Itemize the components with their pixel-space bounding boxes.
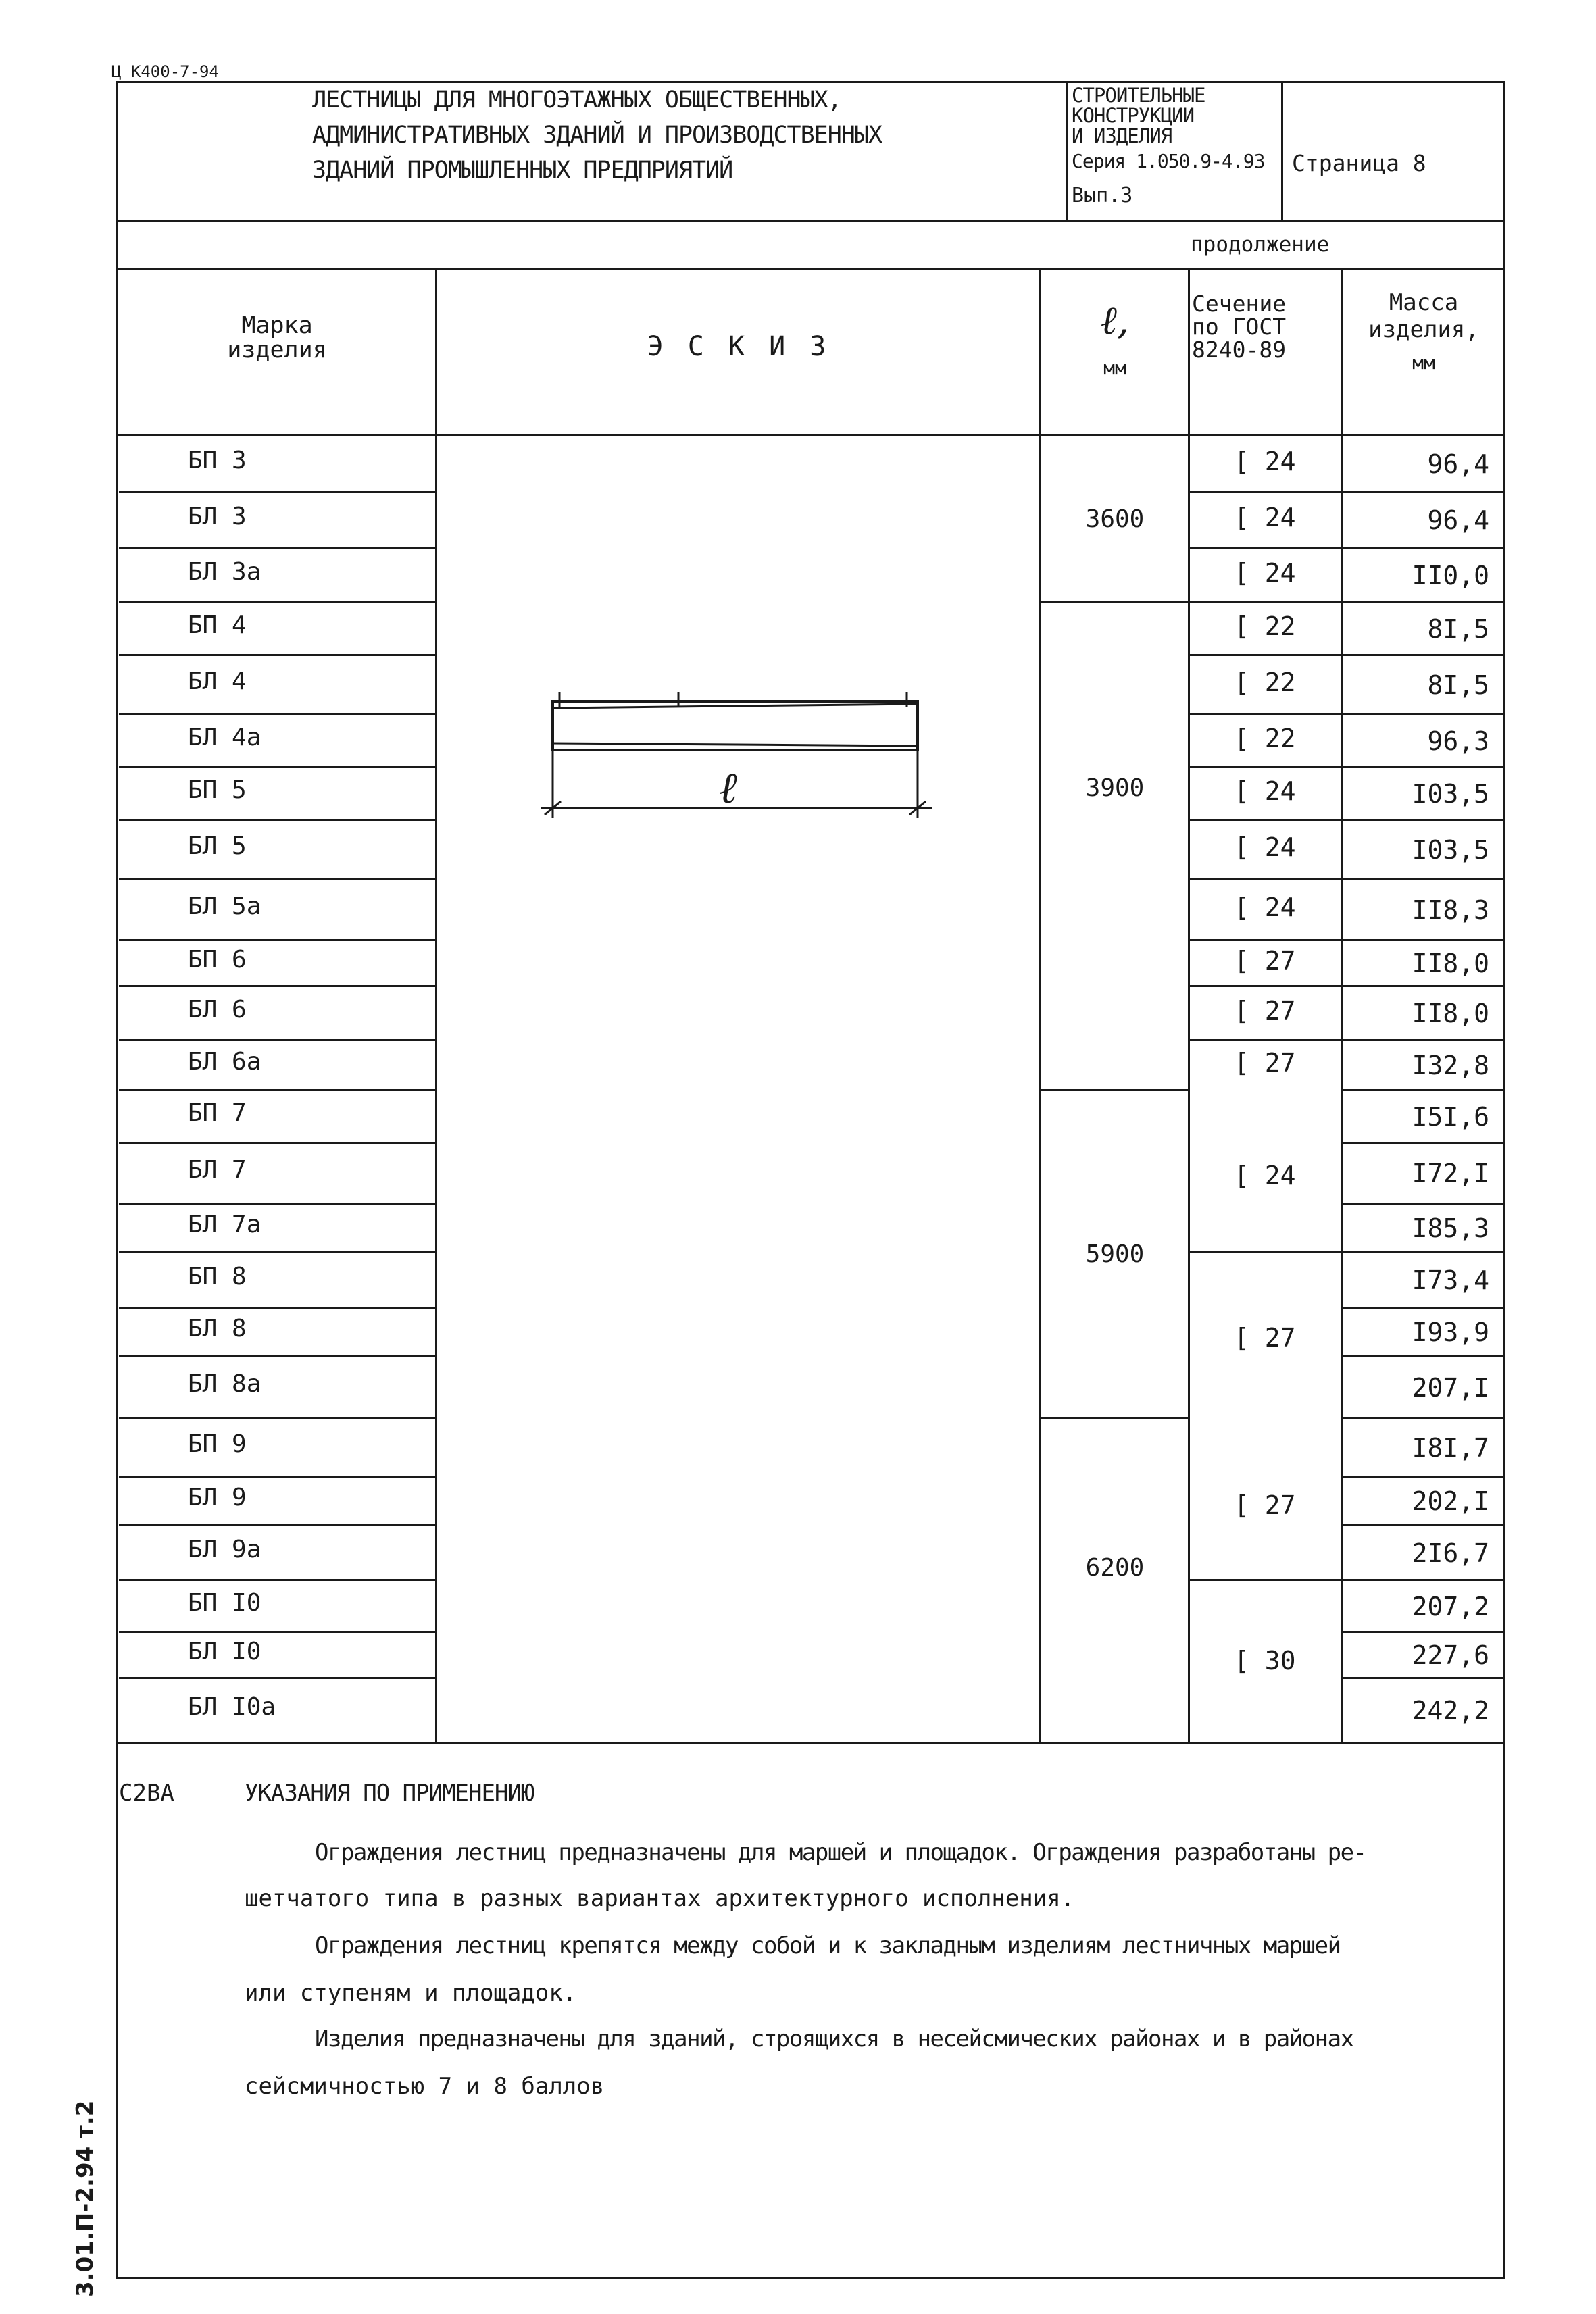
row-section: [ 22 [1234, 611, 1296, 641]
row-mark: БЛ 9а [188, 1535, 261, 1563]
merged-section-1: [ 24 [1234, 1161, 1296, 1190]
row-mark: БЛ 3а [188, 558, 261, 586]
row-mass: I8I,7 [1412, 1433, 1489, 1463]
row-section: [ 27 [1234, 946, 1296, 976]
row-mark: БЛ 6а [188, 1048, 261, 1076]
notes-heading: УКАЗАНИЯ ПО ПРИМЕНЕНИЮ [245, 1780, 534, 1807]
row-mass: I03,5 [1412, 835, 1489, 865]
row-mass: I03,5 [1412, 779, 1489, 809]
length-group-6200: 6200 [1085, 1554, 1145, 1582]
row-mark: БП 5 [188, 776, 247, 804]
row-mass: I72,I [1412, 1159, 1489, 1188]
row-mark: БП 3 [188, 446, 247, 474]
col-header-length-unit: мм [1103, 357, 1126, 379]
row-mark: БП 6 [188, 946, 247, 974]
document-code: Ц К400-7-94 [111, 62, 219, 81]
header-title-line-3: ЗДАНИЙ ПРОМЫШЛЕННЫХ ПРЕДПРИЯТИЙ [312, 157, 733, 184]
col-header-mark-2: изделия [227, 336, 327, 363]
col-header-sketch: Э С К И З [647, 331, 830, 362]
row-section: [ 22 [1234, 668, 1296, 697]
row-mass: I32,8 [1412, 1051, 1489, 1080]
beam-sketch [527, 682, 946, 838]
header-category-line-3: И ИЗДЕЛИЯ [1072, 124, 1172, 147]
header-title-line-2: АДМИНИСТРАТИВНЫХ ЗДАНИЙ И ПРОИЗВОДСТВЕННЫХ [312, 122, 882, 149]
row-mass: 8I,5 [1427, 614, 1489, 644]
row-section: [ 27 [1234, 996, 1296, 1026]
row-mass: 8I,5 [1427, 670, 1489, 700]
notes-line-4: или ступеням и площадок. [245, 1980, 577, 2007]
row-mark: БЛ 4а [188, 724, 261, 751]
length-group-5900: 5900 [1085, 1240, 1145, 1268]
row-mass: 2I6,7 [1412, 1538, 1489, 1568]
row-mark: БП 8 [188, 1263, 247, 1290]
notes-line-6: сейсмичностью 7 и 8 баллов [245, 2073, 605, 2100]
row-mass: II8,0 [1412, 949, 1489, 978]
row-mass: II8,3 [1412, 895, 1489, 925]
header-series: Серия 1.050.9-4.93 [1072, 150, 1265, 172]
row-mark: БЛ 8а [188, 1370, 261, 1398]
row-mass: 227,6 [1412, 1640, 1489, 1670]
notes-line-5: Изделия предназначены для зданий, строящихся в несейсмических районах и в районах [315, 2026, 1353, 2053]
row-mark: БП 4 [188, 611, 247, 639]
merged-section-3: [ 27 [1234, 1490, 1296, 1520]
row-mark: БП I0 [188, 1588, 261, 1617]
row-mark: БЛ 5а [188, 892, 261, 920]
row-section: [ 24 [1234, 503, 1296, 532]
row-mark: БЛ 4 [188, 668, 247, 695]
row-mass: 207,I [1412, 1373, 1489, 1403]
row-mark: БЛ I0 [188, 1638, 261, 1665]
row-section: [ 22 [1234, 724, 1296, 753]
sketch-length-label: ℓ [719, 763, 737, 813]
row-section: [ 24 [1234, 558, 1296, 588]
row-section: [ 24 [1234, 892, 1296, 922]
row-mass: 96,4 [1427, 449, 1489, 479]
row-mass: I73,4 [1412, 1265, 1489, 1295]
length-group-3900: 3900 [1085, 774, 1145, 802]
header-title-line-1: ЛЕСТНИЦЫ ДЛЯ МНОГОЭТАЖНЫХ ОБЩЕСТВЕННЫХ, [312, 86, 841, 114]
merged-section-2: [ 27 [1234, 1323, 1296, 1353]
row-mark: БЛ 5 [188, 832, 247, 860]
row-mass: I93,9 [1412, 1317, 1489, 1347]
header-page: Страница 8 [1292, 150, 1426, 176]
merged-section-4: [ 30 [1234, 1646, 1296, 1676]
row-section: [ 27 [1234, 1048, 1296, 1078]
row-mark: БЛ 6 [188, 996, 247, 1024]
header-issue: Вып.3 [1072, 184, 1133, 207]
col-header-mass-1: Масса [1389, 289, 1459, 316]
row-mass: II8,0 [1412, 999, 1489, 1028]
col-header-length-symbol: ℓ, [1100, 297, 1130, 343]
length-group-3600: 3600 [1085, 505, 1145, 533]
row-mark: БП 7 [188, 1099, 247, 1127]
header-category-line-1: СТРОИТЕЛЬНЫЕ [1072, 84, 1205, 107]
row-section: [ 24 [1234, 776, 1296, 806]
row-mark: БЛ 9 [188, 1484, 247, 1511]
row-mark: БП 9 [188, 1430, 247, 1458]
col-header-section-3: 8240-89 [1192, 336, 1287, 363]
continuation-label: продолжение [1191, 232, 1330, 257]
col-header-mass-3: мм [1412, 351, 1435, 374]
col-header-section-2: по ГОСТ [1192, 313, 1287, 340]
col-header-section-1: Сечение [1192, 291, 1287, 317]
row-mass: 207,2 [1412, 1591, 1489, 1621]
row-section: [ 24 [1234, 446, 1296, 476]
row-mark: БЛ 7 [188, 1156, 247, 1184]
row-mass: 202,I [1412, 1486, 1489, 1516]
notes-code: С2ВА [119, 1780, 174, 1807]
notes-line-1: Ограждения лестниц предназначены для маршей и площадок. Ограждения разработаны ре- [315, 1839, 1366, 1866]
notes-line-2: шетчатого типа в разных вариантах архитектурного исполнения. [245, 1885, 1075, 1912]
row-mass: II0,0 [1412, 561, 1489, 590]
row-mark: БЛ I0а [188, 1693, 276, 1721]
row-mass: 96,4 [1427, 505, 1489, 535]
row-section: [ 24 [1234, 832, 1296, 862]
notes-line-3: Ограждения лестниц крепятся между собой и к закладным изделиям лестничных маршей [315, 1932, 1341, 1959]
row-mass: I85,3 [1412, 1213, 1489, 1243]
row-mass: I5I,6 [1412, 1102, 1489, 1132]
col-header-mass-2: изделия, [1368, 316, 1479, 343]
row-mark: БЛ 3 [188, 503, 247, 530]
row-mass: 242,2 [1412, 1696, 1489, 1726]
row-mark: БЛ 7а [188, 1211, 261, 1238]
row-mass: 96,3 [1427, 726, 1489, 756]
col-header-mark-1: Марка [241, 312, 313, 339]
header-category-line-2: КОНСТРУКЦИИ [1072, 104, 1195, 127]
row-mark: БЛ 8 [188, 1315, 247, 1342]
side-stamp: 3.01.П-2.94 т.2 [72, 2100, 99, 2297]
